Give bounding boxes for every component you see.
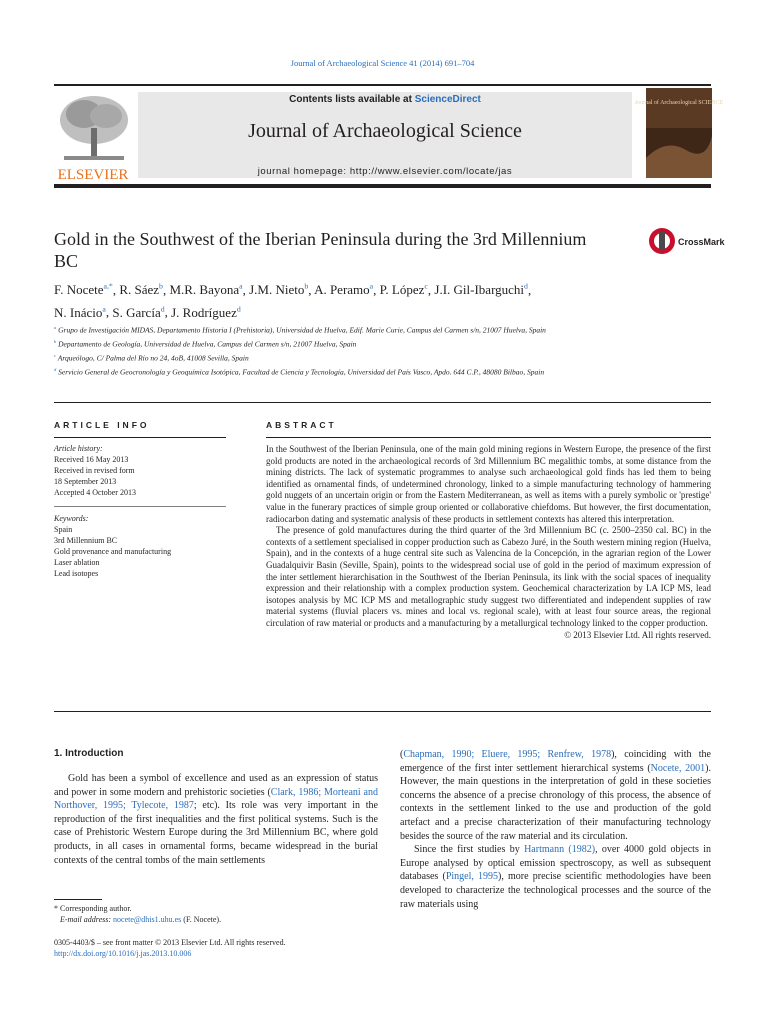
- citation-link[interactable]: Nocete, 2001: [650, 762, 706, 774]
- abstract-heading: ABSTRACT: [266, 420, 337, 430]
- affiliation: $^b$ Departamento de Geología, Universidad de Huelva, Campus del Carmen s/n, 21007 Huelva, Spain: [54, 338, 357, 349]
- elsevier-wordmark: ELSEVIER: [57, 167, 129, 183]
- corresponding-author: Corresponding author.: [60, 904, 132, 913]
- copyright: © 2013 Elsevier Ltd. All rights reserved.: [564, 629, 711, 640]
- email-link[interactable]: nocete@dhis1.uhu.es: [113, 914, 182, 924]
- history-label: Article history:: [54, 444, 103, 453]
- author-affiliation-mark[interactable]: a: [239, 282, 243, 291]
- journal-title: Journal of Archaeological Science: [248, 120, 522, 142]
- article-info-heading: ARTICLE INFO: [54, 420, 150, 430]
- contents-prefix: Contents lists available at: [289, 94, 415, 105]
- author[interactable]: M.R. Bayona$^a$: [169, 282, 243, 298]
- author[interactable]: S. García$^d$: [112, 304, 165, 320]
- author[interactable]: A. Peramo$^a$: [314, 282, 374, 298]
- citation-link[interactable]: Chapman, 1990; Eluere, 1995; Renfrew, 1978: [403, 749, 612, 760]
- keyword: Gold provenance and manufacturing: [54, 547, 172, 556]
- author[interactable]: N. Inácio$^a$: [54, 304, 106, 320]
- contents-line: [138, 94, 632, 105]
- footnote: [54, 904, 378, 925]
- section-rule: [54, 402, 711, 403]
- crossmark-icon: [648, 226, 728, 256]
- article-history: [54, 443, 234, 498]
- author-affiliation-mark[interactable]: d: [524, 282, 528, 291]
- citation-link[interactable]: Clark, 1986; Morteani and Northover, 1995; Tylecote, 1987: [54, 786, 378, 812]
- journal-reference[interactable]: Journal of Archaeological Science 41 (2014) 691–704: [290, 58, 475, 68]
- section-rule: [54, 711, 711, 712]
- crossmark-label: CrossMark: [678, 237, 725, 247]
- keywords-rule: [54, 506, 226, 507]
- body-column-right: [400, 748, 711, 911]
- masthead-top-rule: [54, 84, 711, 86]
- sciencedirect-link[interactable]: ScienceDirect: [414, 94, 481, 105]
- issn-block: [54, 938, 454, 959]
- author[interactable]: J.I. Gil-Ibarguchi$^d$: [434, 282, 528, 298]
- journal-cover[interactable]: [634, 88, 724, 178]
- body-paragraph: (Chapman, 1990; Eluere, 1995; Renfrew, 1978), coinciding with the emergence of the first inter settlement hierarchical systems (Nocete, 2001). However, the main questions in the interpretation of gold in these societies concerns the absence of a precise chronology of this process, the absence of contexts in the settlement linked to the use and production of the gold artefact and a precise characterization of their manufacturing technology besides the source of the raw material and its circulation.: [400, 749, 711, 842]
- body-paragraph: Since the first studies by Hartmann (1982), over 4000 gold objects in Europe analysed by optical emission spectroscopy, as well as subsequent databases (Pingel, 1995), more precise scientific methodologies have been developed to characterize the technological processes and the source of the raw materials using: [400, 844, 711, 910]
- cover-title: Journal of Archaeological SCIENCE: [634, 100, 724, 106]
- author[interactable]: J. Rodríguez$^d$: [171, 304, 241, 320]
- keywords-label: Keywords:: [54, 514, 89, 523]
- keyword: Laser ablation: [54, 558, 100, 567]
- footnote-rule: [54, 899, 102, 900]
- author-affiliation-mark[interactable]: b: [304, 282, 309, 291]
- elsevier-tree-icon: [54, 92, 132, 184]
- abstract-rule: [266, 437, 711, 438]
- journal-homepage[interactable]: journal homepage: http://www.elsevier.com/locate/jas: [257, 166, 513, 177]
- keyword: Spain: [54, 525, 73, 534]
- affiliation: $^d$ Servicio General de Geocronología y Geoquímica Isotópica, Facultad de Ciencia y Tecnología, Universidad del País Vasco, Apdo. 644 C.P., 48080 Bilbao, Spain: [54, 366, 545, 377]
- body-paragraph: Gold has been a symbol of excellence and used as an expression of status and power in some modern and prehistoric societies (Clark, 1986; Morteani and Northover, 1995; Tylecote, 1987; etc). Its role was very important in the reproduction of the first inequalities and the first political systems. Such is the case of Prehistoric Western Europe during the 3rd Millennium BC, where gold products, in all cases in ornamental forms, became widespread in the burial contexts of the central tombs of the main settlements: [54, 773, 378, 866]
- footnote-mark: *: [54, 904, 58, 913]
- email-label: E-mail address:: [60, 914, 112, 924]
- author[interactable]: F. Nocete$^{a,*}$: [54, 282, 113, 298]
- abstract-paragraph: The presence of gold manufactures during the third quarter of the 3rd Millennium BC (c. 2500–2350 cal. BC) in the contexts of a settlement specialised in copper production such as Cabezo Juré, in the South western mining region (Huelva, Spain), and in the contexts of a huge central site such as Valencina de la Concepción, in the agrarian region of the Lower Guadalquivir Basin (Seville, Spain), points to the widespread social use of gold in the period of maximum expression of the inter settlement hierarchisation in the Southwest of the Iberian Peninsula, its link with the social spaces of inequality expression and their relationship with a complex production system. Geochemical characterization by LA ICP MS, lead isotopes analysis by MC ICP MS and metallographic study suggest two differentiated and independent supplies of raw material systems (fluvial placers vs. mines and local vs. regional scale), with at least four source areas, the regional circulation of raw material or products and a manufacturing by a metallurgical technology linked to the copper production.: [266, 525, 711, 628]
- abstract-body: [266, 444, 711, 641]
- history-entry: 18 September 2013: [54, 477, 117, 486]
- journal-cover-image: [634, 88, 724, 178]
- affiliations: [54, 322, 654, 378]
- history-entry: Accepted 4 October 2013: [54, 488, 136, 497]
- email-suffix: (F. Nocete).: [183, 914, 222, 924]
- author-affiliation-mark[interactable]: a: [102, 304, 106, 314]
- author-list: F. Nocete$^{a,*}$, R. Sáez$^b$, M.R. Bayona$^a$, J.M. Nieto$^b$, A. Peramo$^a$, P. López$^c$, J.I. Gil-Ibarguchi$^d$, N. Inácio$^a$, S. García$^d$, J. Rodríguez$^d$: [54, 282, 532, 320]
- author[interactable]: P. López$^c$: [379, 282, 428, 298]
- paper-title: Gold in the Southwest of the Iberian Peninsula during the 3rd Millennium BC: [54, 229, 587, 271]
- author-affiliation-mark[interactable]: a: [369, 282, 374, 291]
- citation-link[interactable]: Pingel, 1995: [445, 871, 499, 883]
- keywords: [54, 513, 234, 579]
- affiliation: $^c$ Arqueólogo, C/ Palma del Río no 24, 4oB, 41008 Sevilla, Spain: [54, 352, 249, 363]
- section-heading: 1. Introduction: [54, 748, 124, 759]
- affiliation: $^a$ Grupo de Investigación MIDAS, Departamento Historia I (Prehistoria), Universidad de Huelva, Edif. Marie Curie, Campus del Carmen s/n, 21007 Huelva, Spain: [54, 325, 546, 335]
- elsevier-logo[interactable]: [54, 92, 132, 184]
- body-column-left: [54, 772, 378, 867]
- citation-link[interactable]: Hartmann (1982): [524, 844, 596, 856]
- doi-link[interactable]: http://dx.doi.org/10.1016/j.jas.2013.10.006: [54, 948, 192, 958]
- author-affiliation-mark[interactable]: d: [236, 304, 241, 314]
- author-affiliation-mark[interactable]: a,*: [103, 282, 113, 291]
- issn-line: 0305-4403/$ – see front matter © 2013 Elsevier Ltd. All rights reserved.: [54, 938, 286, 947]
- author-affiliation-mark[interactable]: b: [159, 282, 163, 291]
- crossmark-button[interactable]: [648, 226, 728, 256]
- masthead-bottom-rule: [54, 184, 711, 188]
- abstract-paragraph: In the Southwest of the Iberian Peninsula, one of the main gold mining regions in Western Europe, the presence of the first gold products are noted in the archaeological records of 3rd Millennium BC megalithic tombs, at some distance from the mining districts. The lack of systematic programmes to analyse such archaeological gold finds has led them to being identified as ornamental finds, of undetermined chronology, linked to a simple manufacturing technology of hammering gold nuggets of an uncertain origin or from the Eastern Mediterranean, as well as items with a purely symbolic or 'prestige' value in the funerary practices of simple group oriented or collaborative chiefdoms. But however, the first documentation, radiocarbon dating and systematic analysis of these products in settlement contexts has altered this interpretation.: [266, 444, 711, 524]
- author-affiliation-mark[interactable]: c: [424, 282, 428, 291]
- keyword: Lead isotopes: [54, 569, 99, 578]
- history-entry: Received in revised form: [54, 466, 135, 475]
- author[interactable]: J.M. Nieto$^b$: [249, 282, 309, 298]
- keyword: 3rd Millennium BC: [54, 536, 118, 545]
- author[interactable]: R. Sáez$^b$: [119, 282, 163, 298]
- history-entry: Received 16 May 2013: [54, 455, 129, 464]
- article-info-rule: [54, 437, 226, 438]
- author-affiliation-mark[interactable]: d: [160, 304, 165, 314]
